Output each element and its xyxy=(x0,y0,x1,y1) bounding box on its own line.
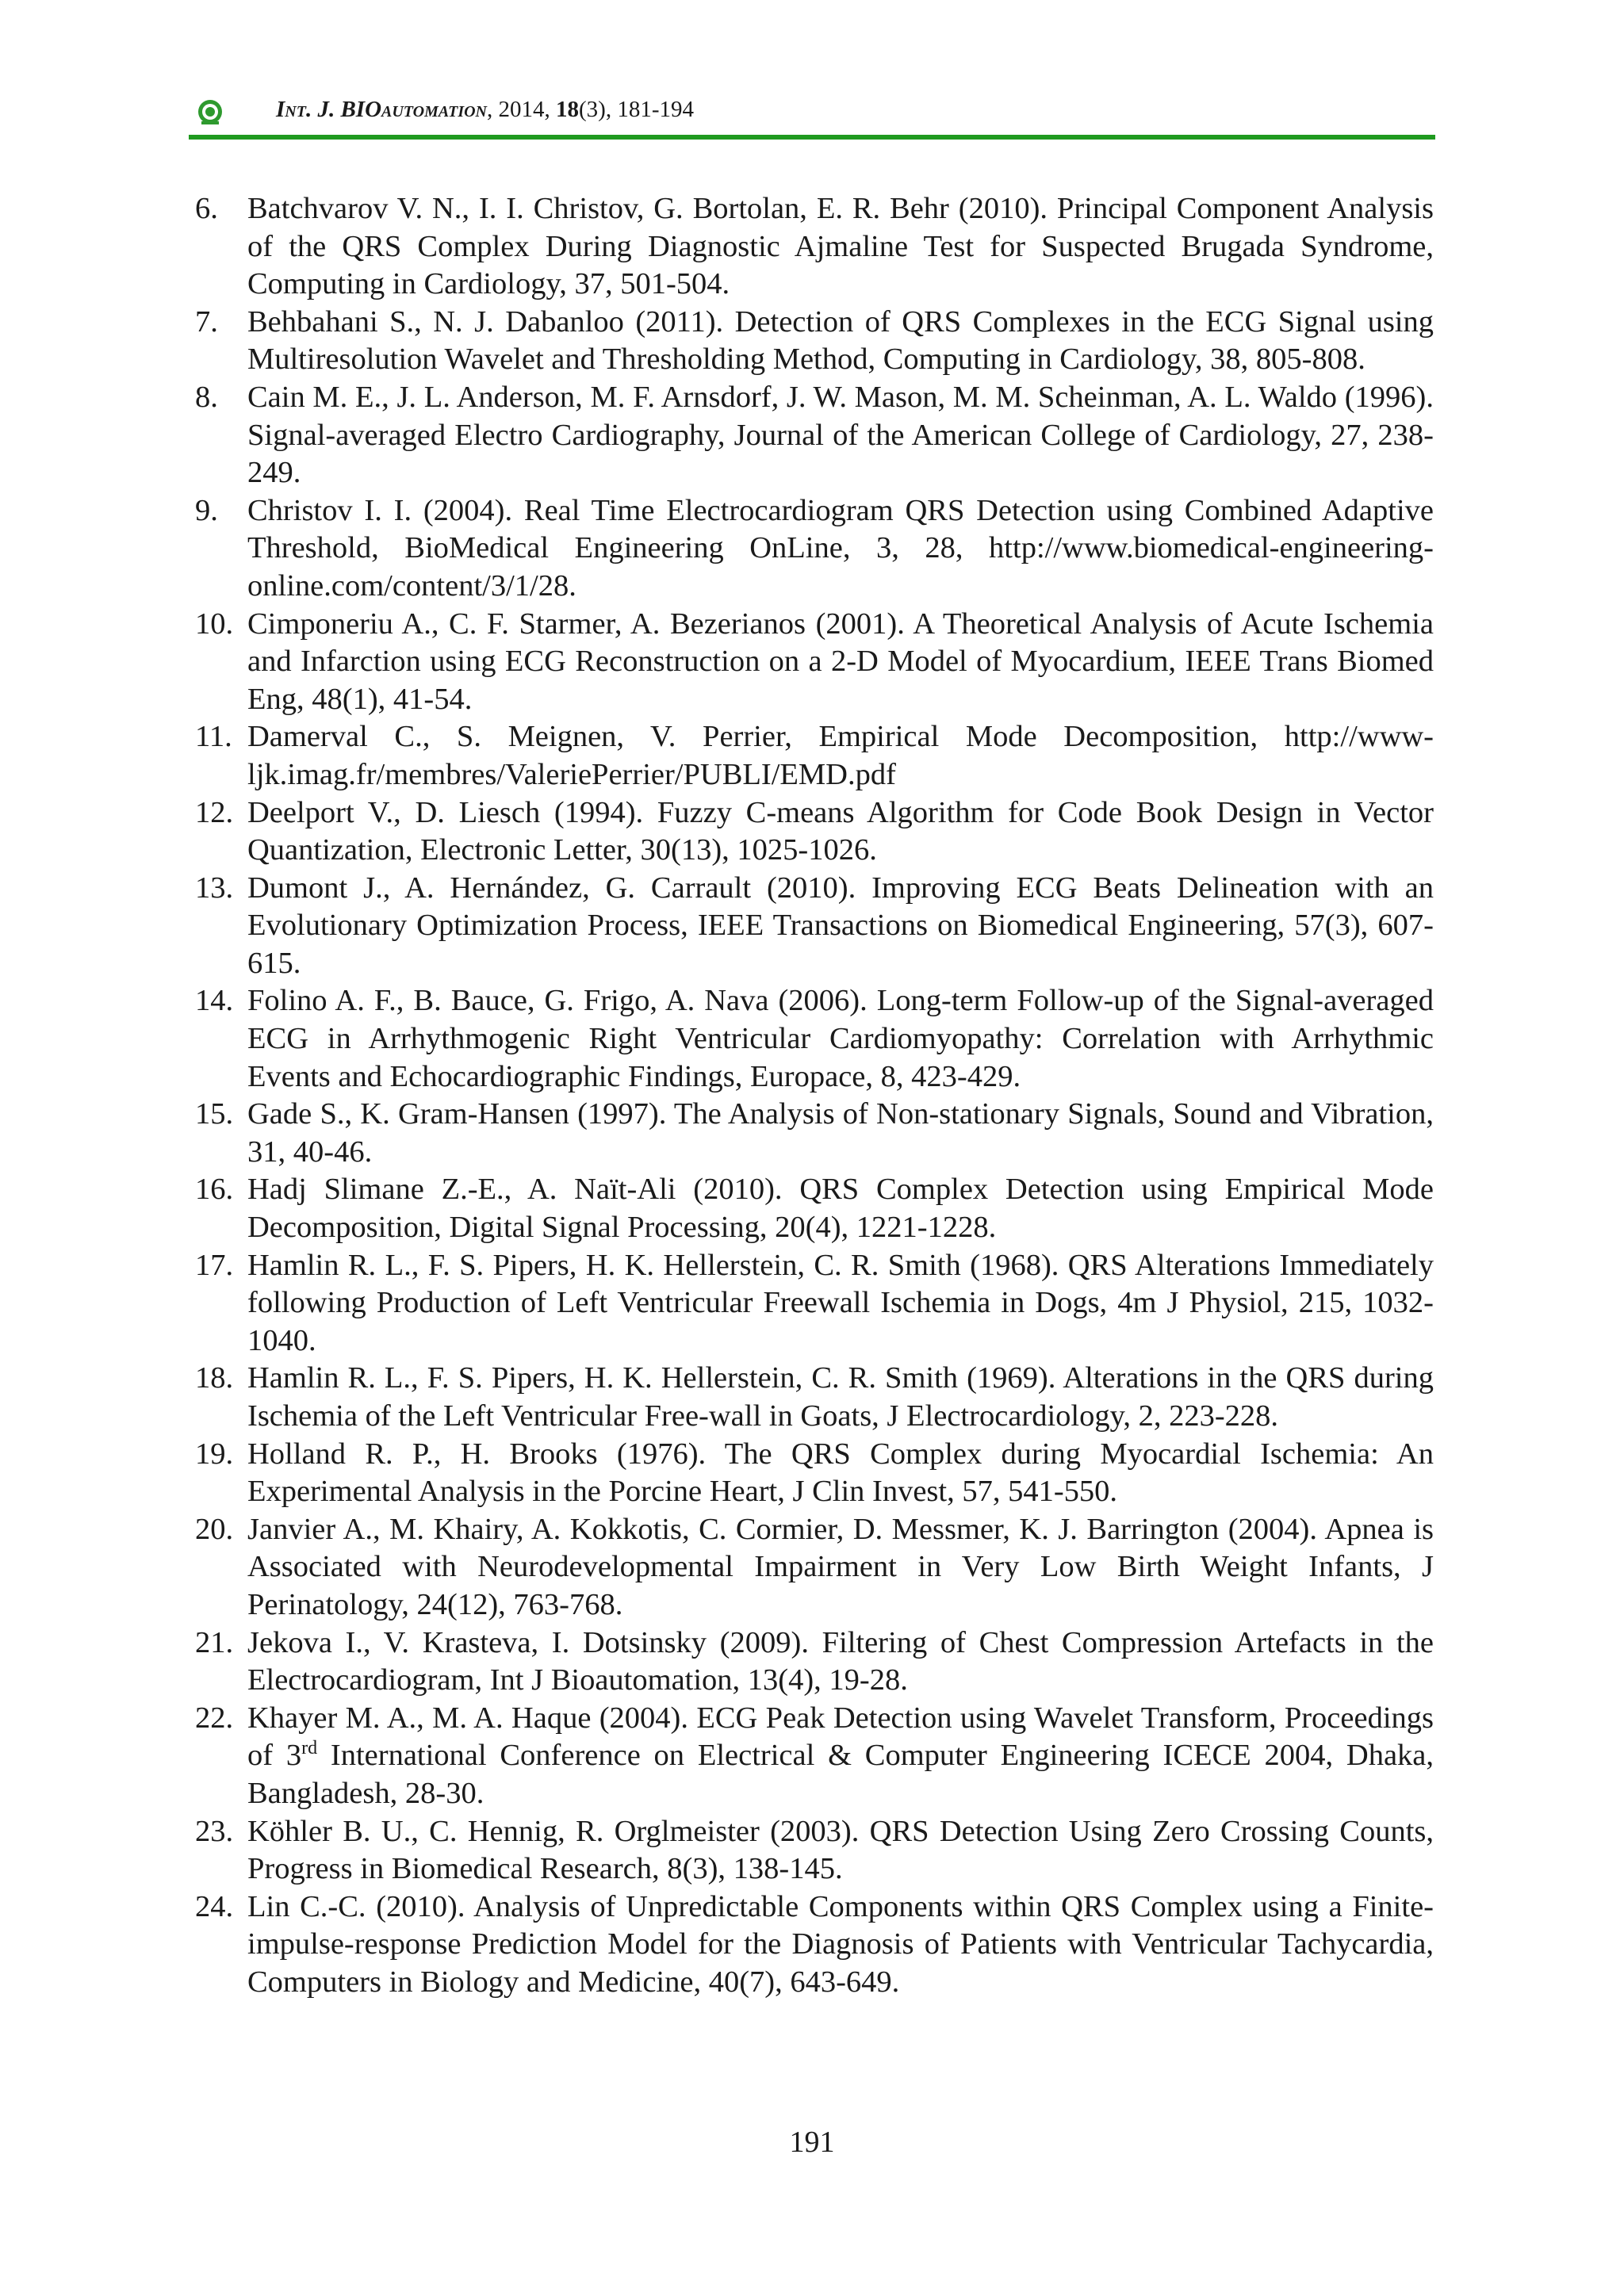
reference-number: 21. xyxy=(195,1625,234,1659)
reference-text: Cain M. E., J. L. Anderson, M. F. Arnsdorf, J. W. Mason, M. M. Scheinman, A. L. Waldo (1996). Signal-averaged Electro Cardiography, Journal of the American College of Cardiology, 27, 238-249. xyxy=(247,380,1434,490)
reference-text-part: International Conference on Electrical & Computer Engineering ICECE 2004, Dhaka, Bangladesh, 28-30. xyxy=(247,1739,1434,1810)
reference-item xyxy=(189,190,1434,304)
reference-item xyxy=(189,1360,1434,1435)
reference-number: 16. xyxy=(195,1173,234,1207)
running-header xyxy=(189,94,1435,141)
reference-item xyxy=(189,1436,1434,1511)
reference-text: Hamlin R. L., F. S. Pipers, H. K. Hellerstein, C. R. Smith (1969). Alterations in the QRS during Ischemia of the Left Ventricular Free-wall in Goats, J Electrocardiology, 2, 223-228. xyxy=(247,1361,1434,1433)
reference-item xyxy=(189,1624,1434,1700)
reference-number: 7. xyxy=(195,304,218,339)
reference-text: Folino A. F., B. Bauce, G. Frigo, A. Nava (2006). Long-term Follow-up of the Signal-averaged ECG in Arrhythmogenic Right Ventricular Cardiomyopathy: Correlation with Arrhythmic Events and Echocardiographic Findings, Europace, 8, 423-429. xyxy=(247,984,1434,1093)
reference-item xyxy=(189,1700,1434,1813)
reference-number: 17. xyxy=(195,1248,234,1282)
journal-issue-pages: (3), 181-194 xyxy=(579,97,694,122)
reference-number: 15. xyxy=(195,1097,234,1131)
reference-number: 24. xyxy=(195,1889,234,1923)
reference-number: 23. xyxy=(195,1814,234,1848)
reference-text: Jekova I., V. Krasteva, I. Dotsinsky (2009). Filtering of Chest Compression Artefacts in the Electrocardiogram, Int J Bioautomation, 13(4), 19-28. xyxy=(247,1625,1434,1697)
ordinal-superscript: rd xyxy=(301,1738,318,1759)
journal-citation xyxy=(276,97,694,123)
reference-list xyxy=(189,190,1434,2002)
reference-text: Köhler B. U., C. Hennig, R. Orglmeister (2003). QRS Detection Using Zero Crossing Counts, Progress in Biomedical Research, 8(3), 138-145. xyxy=(247,1814,1434,1886)
journal-year: , 2014, xyxy=(487,97,557,122)
reference-item xyxy=(189,718,1434,794)
reference-item xyxy=(189,379,1434,492)
reference-text: Behbahani S., N. J. Dabanloo (2011). Detection of QRS Complexes in the ECG Signal using Multiresolution Wavelet and Thresholding Method, Computing in Cardiology, 38, 805-808. xyxy=(247,304,1434,377)
reference-number: 10. xyxy=(195,607,234,641)
reference-text: Hadj Slimane Z.-E., A. Naït-Ali (2010). QRS Complex Detection using Empirical Mode Decomposition, Digital Signal Processing, 20(4), 1221-1228. xyxy=(247,1173,1434,1245)
reference-item xyxy=(189,1813,1434,1888)
reference-item xyxy=(189,870,1434,983)
header-rule xyxy=(189,135,1435,140)
reference-text xyxy=(247,1701,1434,1810)
reference-text: Holland R. P., H. Brooks (1976). The QRS Complex during Myocardial Ischemia: An Experimental Analysis in the Porcine Heart, J Clin Invest, 57, 541-550. xyxy=(247,1437,1434,1509)
reference-number: 8. xyxy=(195,380,218,414)
journal-title: Int. J. BIOautomation xyxy=(276,97,488,122)
reference-item xyxy=(189,1171,1434,1246)
reference-text: Cimponeriu A., C. F. Starmer, A. Bezerianos (2001). A Theoretical Analysis of Acute Ischemia and Infarction using ECG Reconstruction on a 2-D Model of Myocardium, IEEE Trans Biomed Eng, 48(1), 41-54. xyxy=(247,607,1434,716)
reference-text: Lin C.-C. (2010). Analysis of Unpredictable Components within QRS Complex using a Finite-impulse-response Prediction Model for the Diagnosis of Patients with Ventricular Tachycardia, Computers in Biology and Medicine, 40(7), 643-649. xyxy=(247,1889,1434,1999)
reference-text: Hamlin R. L., F. S. Pipers, H. K. Hellerstein, C. R. Smith (1968). QRS Alterations Immediately following Production of Left Ventricular Freewall Ischemia in Dogs, 4m J Physiol, 215, 1032-1040. xyxy=(247,1248,1434,1357)
reference-item xyxy=(189,1096,1434,1171)
reference-item xyxy=(189,1511,1434,1624)
reference-item xyxy=(189,304,1434,379)
reference-item xyxy=(189,982,1434,1096)
reference-text: Deelport V., D. Liesch (1994). Fuzzy C-means Algorithm for Code Book Design in Vector Quantization, Electronic Letter, 30(13), 1025-1026. xyxy=(247,795,1434,867)
reference-number: 19. xyxy=(195,1437,234,1471)
reference-text: Gade S., K. Gram-Hansen (1997). The Analysis of Non-stationary Signals, Sound and Vibration, 31, 40-46. xyxy=(247,1097,1434,1169)
reference-text: Christov I. I. (2004). Real Time Electrocardiogram QRS Detection using Combined Adaptive Threshold, BioMedical Engineering OnLine, 3, 28, http://www.biomedical-engineering-online.com/content/3/1/28. xyxy=(247,493,1434,603)
reference-number: 13. xyxy=(195,871,234,905)
reference-item xyxy=(189,1888,1434,2002)
reference-text-part: Khayer M. A., M. A. Haque (2004). ECG Peak Detection using Wavelet Transform, Proceedings of 3 xyxy=(247,1701,1434,1773)
reference-item xyxy=(189,606,1434,719)
reference-number: 9. xyxy=(195,493,218,527)
reference-number: 11. xyxy=(195,720,232,754)
reference-item xyxy=(189,794,1434,870)
reference-text: Janvier A., M. Khairy, A. Kokkotis, C. Cormier, D. Messmer, K. J. Barrington (2004). Apnea is Associated with Neurodevelopmental Impairment in Very Low Birth Weight Infants, J Perinatology, 24(12), 763-768. xyxy=(247,1512,1434,1621)
reference-text: Batchvarov V. N., I. I. Christov, G. Bortolan, E. R. Behr (2010). Principal Component Analysis of the QRS Complex During Diagnostic Ajmaline Test for Suspected Brugada Syndrome, Computing in Cardiology, 37, 501-504. xyxy=(247,192,1434,301)
journal-logo-icon xyxy=(197,98,224,125)
reference-number: 14. xyxy=(195,984,234,1018)
reference-number: 20. xyxy=(195,1512,234,1546)
journal-volume: 18 xyxy=(556,97,580,122)
reference-number: 18. xyxy=(195,1361,234,1395)
reference-text: Dumont J., A. Hernández, G. Carrault (2010). Improving ECG Beats Delineation with an Evolutionary Optimization Process, IEEE Transactions on Biomedical Engineering, 57(3), 607-615. xyxy=(247,871,1434,980)
reference-number: 22. xyxy=(195,1701,234,1735)
reference-text: Damerval C., S. Meignen, V. Perrier, Empirical Mode Decomposition, http://www-ljk.imag.fr/membres/ValeriePerrier/PUBLI/EMD.pdf xyxy=(247,720,1434,791)
reference-number: 6. xyxy=(195,192,218,225)
reference-number: 12. xyxy=(195,795,234,829)
page-number: 191 xyxy=(789,2126,835,2159)
reference-item xyxy=(189,1247,1434,1360)
reference-item xyxy=(189,492,1434,606)
